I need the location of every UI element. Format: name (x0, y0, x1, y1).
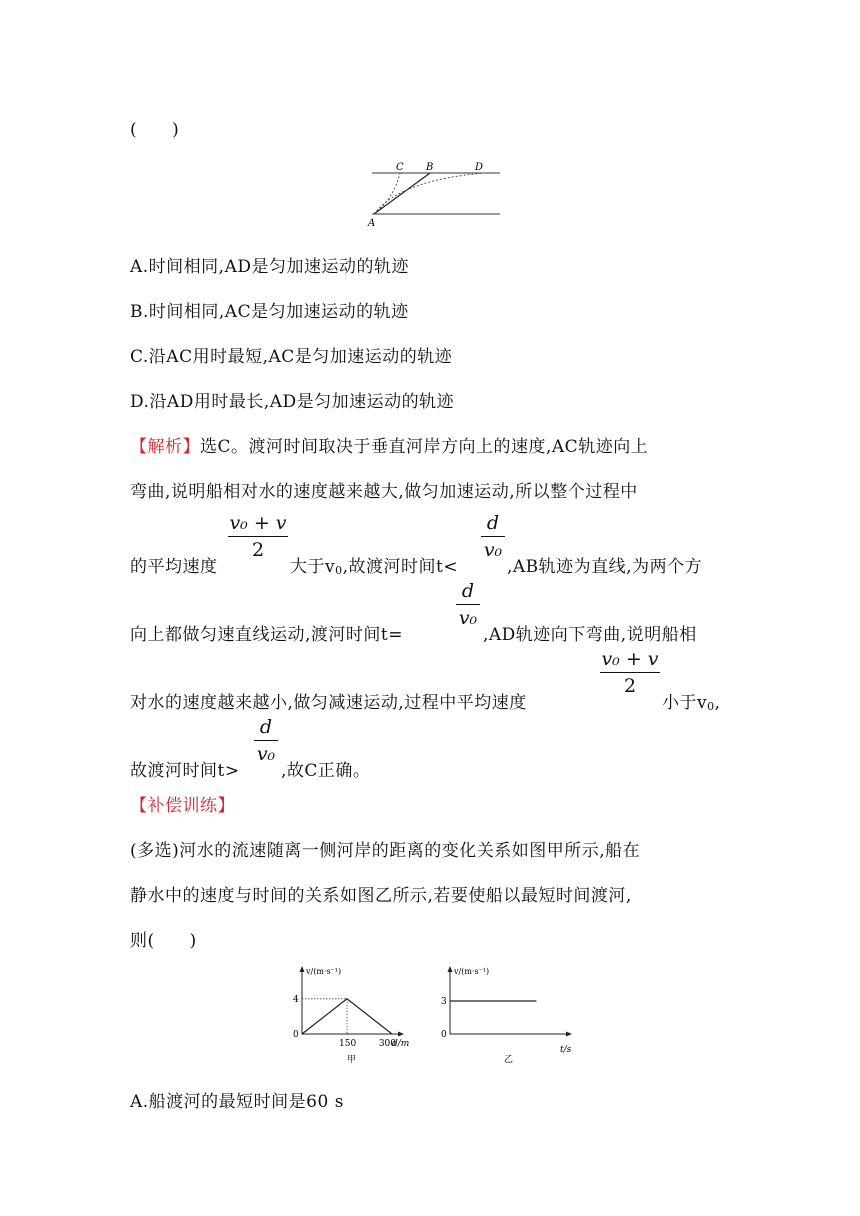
river-trajectory-figure (360, 158, 510, 230)
supplement-line-1: (多选)河水的流速随离一侧河岸的距离的变化关系如图甲所示,船在 (130, 841, 641, 861)
fig1-label-a: A (368, 218, 376, 229)
supplement-line-2: 静水中的速度与时间的关系如图乙所示,若要使船以最短时间渡河, (130, 886, 632, 906)
path-ab (374, 173, 430, 214)
question-bracket: ( ) (130, 120, 180, 140)
analysis-line-5a: 对水的速度越来越小,做匀减速运动,过程中平均速度 (130, 693, 527, 713)
path-ad (374, 173, 485, 214)
chart-jia-ytick-4: 4 (293, 994, 299, 1005)
fraction-avg-velocity-2: v₀ + v 2 (601, 648, 659, 697)
chart-yi (441, 966, 572, 1065)
chart-yi-title: 乙 (504, 1055, 514, 1065)
option-c: C.沿AC用时最短,AC是匀加速运动的轨迹 (130, 347, 453, 367)
option-a-supplement: A.船渡河的最短时间是60 s (130, 1092, 344, 1112)
option-a: A.时间相同,AD是匀加速运动的轨迹 (130, 257, 409, 277)
analysis-line-6b: ,故C正确。 (281, 761, 371, 781)
chart-yi-point (535, 1000, 536, 1001)
fraction-d-over-v0-3: d v₀ (254, 716, 278, 765)
fig1-label-c: C (396, 162, 404, 173)
fraction-avg-velocity-1: v₀ + v 2 (229, 512, 287, 561)
chart-jia (293, 966, 409, 1065)
chart-yi-xlabel: t/s (560, 1045, 572, 1055)
chart-jia-series-line (302, 999, 392, 1034)
analysis-line-3b: 大于v0,故渡河时间t< (290, 557, 459, 577)
analysis-line-3d: ,AB轨迹为直线,为两个方 (507, 557, 703, 577)
analysis-line-6a: 故渡河时间t> (130, 761, 240, 781)
path-ac (374, 173, 400, 214)
velocity-charts (282, 962, 582, 1070)
chart-jia-ytick-0: 0 (293, 1030, 299, 1040)
analysis-tag: 【解析】 (130, 437, 200, 457)
option-d: D.沿AD用时最长,AD是匀加速运动的轨迹 (130, 392, 455, 412)
fraction-d-over-v0-1: d v₀ (481, 512, 505, 561)
analysis-line-5b: 小于v0, (662, 693, 721, 713)
fig1-label-b: B (426, 162, 434, 173)
chart-yi-ylabel: v/(m·s⁻¹) (454, 967, 490, 976)
chart-yi-ytick-0: 0 (441, 1030, 447, 1040)
chart-jia-point (391, 1033, 392, 1034)
analysis-line-2: 弯曲,说明船相对水的速度越来越大,做匀加速运动,所以整个过程中 (130, 482, 638, 502)
chart-jia-xtick-300: 300 (378, 1039, 396, 1049)
chart-jia-title: 甲 (347, 1055, 357, 1065)
analysis-line-4b: ,AD轨迹向下弯曲,说明船相 (483, 625, 697, 645)
chart-jia-point (301, 1033, 302, 1034)
fraction-d-over-v0-2: d v₀ (456, 580, 480, 629)
chart-yi-ytick-3: 3 (441, 997, 447, 1007)
option-b: B.时间相同,AC是匀加速运动的轨迹 (130, 302, 409, 322)
chart-jia-ylabel: v/(m·s⁻¹) (306, 967, 342, 976)
analysis-line-1: 【解析】选C。渡河时间取决于垂直河岸方向上的速度,AC轨迹向上 (130, 437, 649, 457)
analysis-line-4a: 向上都做匀速直线运动,渡河时间t= (130, 625, 403, 645)
supplement-line-3: 则( ) (130, 931, 197, 951)
chart-jia-xlabel: d/m (392, 1039, 410, 1049)
chart-yi-point (449, 1000, 450, 1001)
supplement-tag: 【补偿训练】 (130, 796, 235, 816)
chart-jia-point (346, 998, 347, 999)
analysis-line-3a: 的平均速度 (130, 557, 218, 577)
fig1-label-d: D (475, 162, 484, 173)
chart-jia-xtick-150: 150 (339, 1039, 357, 1049)
